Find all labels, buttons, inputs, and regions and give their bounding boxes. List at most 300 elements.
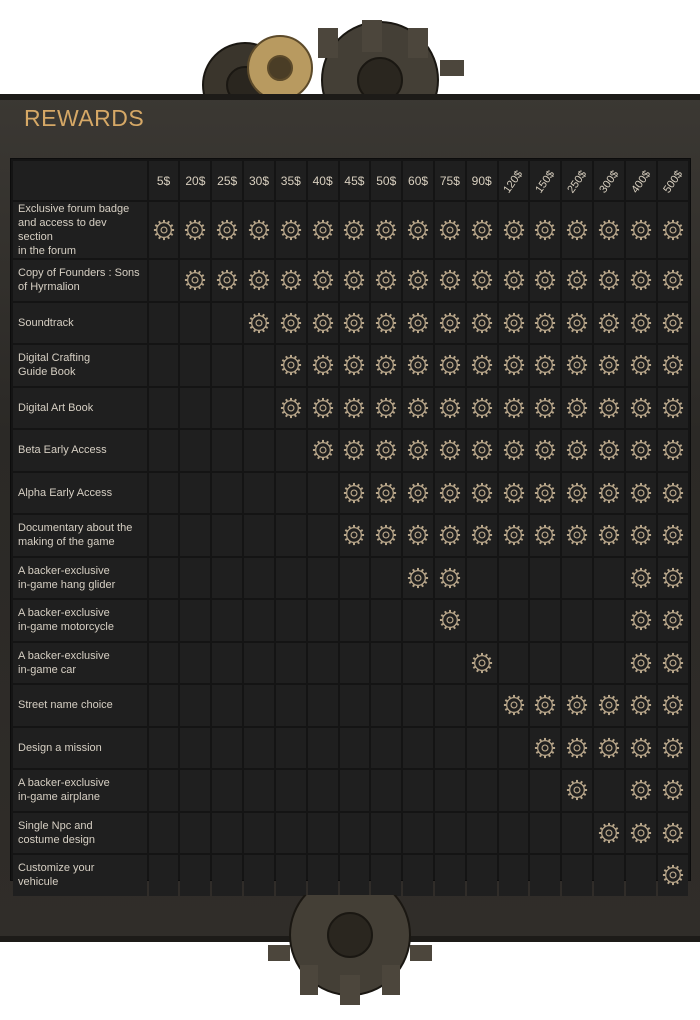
reward-cell bbox=[308, 558, 338, 599]
gear-icon bbox=[630, 354, 652, 376]
reward-cell bbox=[340, 260, 370, 301]
reward-label: Documentary about the making of the game bbox=[13, 515, 147, 556]
gear-icon bbox=[566, 269, 588, 291]
reward-cell bbox=[626, 473, 656, 514]
reward-cell bbox=[594, 202, 624, 258]
reward-cell bbox=[244, 600, 274, 641]
reward-cell bbox=[530, 430, 560, 471]
reward-cell bbox=[435, 202, 465, 258]
reward-cell bbox=[626, 345, 656, 386]
reward-cell bbox=[180, 685, 210, 726]
reward-cell bbox=[340, 473, 370, 514]
tier-label: 35$ bbox=[280, 173, 301, 188]
reward-cell bbox=[371, 558, 401, 599]
reward-cell bbox=[149, 473, 179, 514]
reward-cell bbox=[530, 473, 560, 514]
reward-cell bbox=[149, 600, 179, 641]
reward-cell bbox=[340, 813, 370, 854]
reward-cell bbox=[180, 643, 210, 684]
reward-cell bbox=[308, 685, 338, 726]
reward-cell bbox=[212, 345, 242, 386]
reward-cell bbox=[308, 813, 338, 854]
reward-cell bbox=[467, 685, 497, 726]
reward-cell bbox=[626, 855, 656, 896]
reward-cell bbox=[658, 515, 688, 556]
gear-icon bbox=[503, 482, 525, 504]
gear-icon bbox=[566, 694, 588, 716]
gear-icon bbox=[407, 567, 429, 589]
reward-cell bbox=[499, 643, 529, 684]
reward-cell bbox=[276, 813, 306, 854]
reward-cell bbox=[180, 515, 210, 556]
tier-label: 50$ bbox=[376, 173, 397, 188]
reward-cell bbox=[658, 728, 688, 769]
reward-row bbox=[13, 685, 688, 726]
tier-header bbox=[403, 161, 433, 200]
gear-icon bbox=[375, 354, 397, 376]
gear-icon bbox=[407, 219, 429, 241]
tier-label: 20$ bbox=[185, 173, 206, 188]
gear-icon bbox=[153, 219, 175, 241]
reward-cell bbox=[340, 855, 370, 896]
gear-icon bbox=[630, 567, 652, 589]
reward-cell bbox=[435, 260, 465, 301]
reward-cell bbox=[308, 770, 338, 811]
reward-cell bbox=[276, 855, 306, 896]
reward-cell bbox=[371, 600, 401, 641]
gear-icon bbox=[439, 354, 461, 376]
reward-cell bbox=[626, 388, 656, 429]
gear-icon bbox=[566, 524, 588, 546]
reward-cell bbox=[499, 260, 529, 301]
reward-cell bbox=[149, 770, 179, 811]
reward-cell bbox=[149, 813, 179, 854]
reward-cell bbox=[276, 388, 306, 429]
gear-icon bbox=[630, 269, 652, 291]
gear-icon bbox=[662, 822, 684, 844]
reward-cell bbox=[658, 770, 688, 811]
reward-cell bbox=[658, 473, 688, 514]
reward-cell bbox=[149, 643, 179, 684]
gear-icon bbox=[375, 482, 397, 504]
gear-icon bbox=[248, 219, 270, 241]
reward-cell bbox=[594, 728, 624, 769]
gear-icon bbox=[662, 397, 684, 419]
reward-cell bbox=[212, 515, 242, 556]
reward-cell bbox=[149, 202, 179, 258]
reward-cell bbox=[308, 260, 338, 301]
reward-cell bbox=[308, 855, 338, 896]
tier-header bbox=[626, 161, 656, 200]
reward-label: Single Npc and costume design bbox=[13, 813, 147, 854]
gear-icon bbox=[184, 269, 206, 291]
gear-icon bbox=[471, 397, 493, 419]
reward-cell bbox=[658, 202, 688, 258]
gear-icon bbox=[630, 822, 652, 844]
reward-label: Street name choice bbox=[13, 685, 147, 726]
gear-icon bbox=[534, 312, 556, 334]
gear-icon bbox=[534, 269, 556, 291]
reward-cell bbox=[244, 685, 274, 726]
gear-icon bbox=[375, 219, 397, 241]
reward-cell bbox=[403, 558, 433, 599]
reward-row bbox=[13, 430, 688, 471]
reward-cell bbox=[658, 558, 688, 599]
page-title: REWARDS bbox=[24, 105, 145, 131]
reward-cell bbox=[276, 303, 306, 344]
gear-icon bbox=[312, 354, 334, 376]
gear-icon bbox=[439, 609, 461, 631]
gear-icon bbox=[375, 397, 397, 419]
gear-icon bbox=[503, 219, 525, 241]
reward-label: Alpha Early Access bbox=[13, 473, 147, 514]
gear-icon bbox=[598, 397, 620, 419]
reward-cell bbox=[562, 303, 592, 344]
reward-cell bbox=[403, 770, 433, 811]
reward-cell bbox=[499, 202, 529, 258]
reward-cell bbox=[499, 388, 529, 429]
reward-label: A backer-exclusive in-game car bbox=[13, 643, 147, 684]
gear-icon bbox=[312, 219, 334, 241]
reward-cell bbox=[212, 728, 242, 769]
reward-cell bbox=[562, 643, 592, 684]
reward-cell bbox=[467, 303, 497, 344]
gear-icon bbox=[566, 397, 588, 419]
gear-icon bbox=[503, 312, 525, 334]
gear-decoration-bottom bbox=[0, 895, 700, 1015]
reward-cell bbox=[499, 473, 529, 514]
reward-cell bbox=[371, 473, 401, 514]
reward-cell bbox=[594, 430, 624, 471]
reward-cell bbox=[403, 685, 433, 726]
reward-cell bbox=[658, 685, 688, 726]
reward-cell bbox=[340, 345, 370, 386]
gear-icon bbox=[566, 312, 588, 334]
tier-label: 90$ bbox=[471, 173, 492, 188]
gear-icon bbox=[662, 864, 684, 886]
gear-icon bbox=[439, 482, 461, 504]
reward-cell bbox=[658, 643, 688, 684]
reward-cell bbox=[149, 728, 179, 769]
reward-cell bbox=[435, 813, 465, 854]
tier-header bbox=[212, 161, 242, 200]
reward-cell bbox=[308, 643, 338, 684]
gear-icon bbox=[439, 219, 461, 241]
tier-header bbox=[562, 161, 592, 200]
reward-cell bbox=[626, 813, 656, 854]
tier-header-row bbox=[13, 161, 688, 200]
gear-icon bbox=[503, 439, 525, 461]
reward-cell bbox=[435, 600, 465, 641]
gear-icon bbox=[662, 439, 684, 461]
tier-header bbox=[276, 161, 306, 200]
reward-cell bbox=[180, 770, 210, 811]
reward-cell bbox=[340, 558, 370, 599]
reward-cell bbox=[658, 600, 688, 641]
reward-cell bbox=[626, 260, 656, 301]
reward-cell bbox=[180, 473, 210, 514]
reward-cell bbox=[467, 855, 497, 896]
tier-label: 75$ bbox=[439, 173, 460, 188]
reward-cell bbox=[308, 303, 338, 344]
gear-icon bbox=[343, 312, 365, 334]
reward-cell bbox=[530, 600, 560, 641]
gear-icon bbox=[216, 219, 238, 241]
reward-cell bbox=[180, 345, 210, 386]
reward-cell bbox=[530, 728, 560, 769]
gear-icon bbox=[662, 567, 684, 589]
reward-cell bbox=[403, 600, 433, 641]
tier-header bbox=[658, 161, 688, 200]
reward-cell bbox=[658, 388, 688, 429]
gear-icon bbox=[566, 354, 588, 376]
reward-cell bbox=[276, 260, 306, 301]
gear-icon bbox=[439, 524, 461, 546]
gear-icon bbox=[439, 397, 461, 419]
tier-label: 5$ bbox=[156, 173, 171, 188]
reward-cell bbox=[149, 515, 179, 556]
reward-label: A backer-exclusive in-game hang glider bbox=[13, 558, 147, 599]
gear-icon bbox=[662, 482, 684, 504]
reward-cell bbox=[435, 388, 465, 429]
gear-icon bbox=[566, 737, 588, 759]
reward-label: Beta Early Access bbox=[13, 430, 147, 471]
reward-label: Digital Crafting Guide Book bbox=[13, 345, 147, 386]
reward-cell bbox=[435, 303, 465, 344]
rewards-table bbox=[11, 159, 690, 898]
reward-cell bbox=[530, 202, 560, 258]
reward-label: A backer-exclusive in-game airplane bbox=[13, 770, 147, 811]
reward-cell bbox=[244, 728, 274, 769]
gear-icon bbox=[503, 354, 525, 376]
gear-icon bbox=[598, 822, 620, 844]
tier-header bbox=[180, 161, 210, 200]
reward-cell bbox=[467, 813, 497, 854]
reward-cell bbox=[212, 473, 242, 514]
tier-header bbox=[371, 161, 401, 200]
reward-cell bbox=[244, 770, 274, 811]
reward-cell bbox=[530, 345, 560, 386]
reward-cell bbox=[594, 260, 624, 301]
reward-label: Digital Art Book bbox=[13, 388, 147, 429]
reward-cell bbox=[467, 473, 497, 514]
reward-cell bbox=[276, 515, 306, 556]
reward-cell bbox=[340, 770, 370, 811]
reward-cell bbox=[212, 260, 242, 301]
reward-cell bbox=[308, 728, 338, 769]
gear-icon bbox=[630, 439, 652, 461]
reward-cell bbox=[658, 345, 688, 386]
reward-cell bbox=[308, 202, 338, 258]
gear-icon bbox=[598, 439, 620, 461]
reward-cell bbox=[530, 260, 560, 301]
reward-row bbox=[13, 770, 688, 811]
reward-cell bbox=[499, 855, 529, 896]
reward-cell bbox=[403, 855, 433, 896]
reward-cell bbox=[562, 430, 592, 471]
reward-cell bbox=[180, 855, 210, 896]
reward-cell bbox=[371, 345, 401, 386]
gear-icon bbox=[566, 219, 588, 241]
gear-icon bbox=[248, 312, 270, 334]
gear-icon bbox=[216, 269, 238, 291]
reward-cell bbox=[530, 558, 560, 599]
reward-cell bbox=[530, 813, 560, 854]
reward-cell bbox=[594, 515, 624, 556]
reward-cell bbox=[371, 260, 401, 301]
gear-icon bbox=[534, 219, 556, 241]
gear-icon bbox=[630, 397, 652, 419]
reward-cell bbox=[276, 600, 306, 641]
gear-icon bbox=[375, 524, 397, 546]
gear-icon bbox=[439, 312, 461, 334]
reward-cell bbox=[530, 685, 560, 726]
reward-cell bbox=[403, 303, 433, 344]
gear-icon bbox=[471, 354, 493, 376]
gear-icon bbox=[534, 737, 556, 759]
reward-cell bbox=[562, 515, 592, 556]
gear-icon bbox=[503, 397, 525, 419]
reward-cell bbox=[530, 855, 560, 896]
tier-label: 150$ bbox=[533, 168, 558, 195]
reward-cell bbox=[276, 558, 306, 599]
gear-icon bbox=[630, 694, 652, 716]
tier-header bbox=[149, 161, 179, 200]
reward-cell bbox=[180, 388, 210, 429]
reward-cell bbox=[149, 260, 179, 301]
reward-label: Soundtrack bbox=[13, 303, 147, 344]
reward-cell bbox=[180, 558, 210, 599]
reward-cell bbox=[403, 515, 433, 556]
reward-cell bbox=[308, 388, 338, 429]
gear-icon bbox=[630, 524, 652, 546]
gear-icon bbox=[343, 269, 365, 291]
gear-icon bbox=[662, 219, 684, 241]
reward-cell bbox=[403, 473, 433, 514]
reward-cell bbox=[467, 202, 497, 258]
gear-icon bbox=[566, 439, 588, 461]
reward-cell bbox=[562, 728, 592, 769]
reward-cell bbox=[626, 515, 656, 556]
gear-icon bbox=[534, 354, 556, 376]
reward-label: Customize your vehicule bbox=[13, 855, 147, 896]
gear-icon bbox=[598, 694, 620, 716]
reward-cell bbox=[467, 643, 497, 684]
reward-cell bbox=[371, 430, 401, 471]
reward-cell bbox=[626, 685, 656, 726]
reward-cell bbox=[594, 345, 624, 386]
tier-label: 40$ bbox=[312, 173, 333, 188]
reward-cell bbox=[180, 303, 210, 344]
reward-cell bbox=[244, 855, 274, 896]
gear-icon bbox=[343, 219, 365, 241]
reward-cell bbox=[435, 728, 465, 769]
gear-icon bbox=[312, 439, 334, 461]
reward-cell bbox=[244, 345, 274, 386]
reward-cell bbox=[626, 643, 656, 684]
gear-icon bbox=[407, 269, 429, 291]
reward-cell bbox=[594, 303, 624, 344]
gear-icon bbox=[407, 354, 429, 376]
gear-icon bbox=[534, 482, 556, 504]
reward-row bbox=[13, 643, 688, 684]
gear-icon bbox=[439, 269, 461, 291]
tier-header bbox=[308, 161, 338, 200]
gear-icon bbox=[280, 397, 302, 419]
reward-cell bbox=[403, 345, 433, 386]
reward-cell bbox=[435, 515, 465, 556]
gear-icon bbox=[630, 482, 652, 504]
gear-icon bbox=[343, 482, 365, 504]
reward-cell bbox=[658, 855, 688, 896]
reward-cell bbox=[594, 643, 624, 684]
gear-icon bbox=[471, 482, 493, 504]
reward-cell bbox=[594, 388, 624, 429]
gear-icon bbox=[343, 354, 365, 376]
reward-cell bbox=[340, 685, 370, 726]
reward-cell bbox=[180, 260, 210, 301]
reward-cell bbox=[308, 473, 338, 514]
gear-icon bbox=[312, 269, 334, 291]
gear-icon bbox=[184, 219, 206, 241]
gear-icon bbox=[630, 609, 652, 631]
reward-cell bbox=[180, 600, 210, 641]
reward-cell bbox=[562, 260, 592, 301]
reward-cell bbox=[435, 345, 465, 386]
reward-cell bbox=[244, 430, 274, 471]
reward-cell bbox=[371, 388, 401, 429]
reward-cell bbox=[371, 813, 401, 854]
gear-icon bbox=[407, 524, 429, 546]
reward-cell bbox=[562, 202, 592, 258]
reward-cell bbox=[435, 685, 465, 726]
reward-cell bbox=[371, 855, 401, 896]
reward-cell bbox=[371, 728, 401, 769]
reward-cell bbox=[212, 600, 242, 641]
reward-cell bbox=[340, 600, 370, 641]
gear-icon bbox=[630, 779, 652, 801]
reward-cell bbox=[149, 685, 179, 726]
gear-icon bbox=[439, 439, 461, 461]
reward-cell bbox=[467, 515, 497, 556]
gear-icon bbox=[598, 737, 620, 759]
reward-cell bbox=[562, 473, 592, 514]
reward-cell bbox=[626, 558, 656, 599]
gear-icon bbox=[598, 524, 620, 546]
gear-icon bbox=[248, 269, 270, 291]
gear-icon bbox=[343, 397, 365, 419]
reward-cell bbox=[530, 770, 560, 811]
reward-cell bbox=[499, 430, 529, 471]
reward-cell bbox=[276, 643, 306, 684]
gear-icon bbox=[471, 652, 493, 674]
reward-cell bbox=[467, 345, 497, 386]
reward-cell bbox=[658, 260, 688, 301]
gear-icon bbox=[343, 524, 365, 546]
reward-cell bbox=[276, 345, 306, 386]
reward-cell bbox=[403, 388, 433, 429]
gear-icon bbox=[503, 694, 525, 716]
gear-icon bbox=[598, 482, 620, 504]
tier-label: 30$ bbox=[248, 173, 270, 188]
gear-icon bbox=[407, 397, 429, 419]
gear-icon bbox=[630, 652, 652, 674]
reward-cell bbox=[340, 515, 370, 556]
reward-row bbox=[13, 855, 688, 896]
tier-label: 45$ bbox=[344, 173, 365, 188]
reward-cell bbox=[499, 345, 529, 386]
reward-cell bbox=[371, 643, 401, 684]
